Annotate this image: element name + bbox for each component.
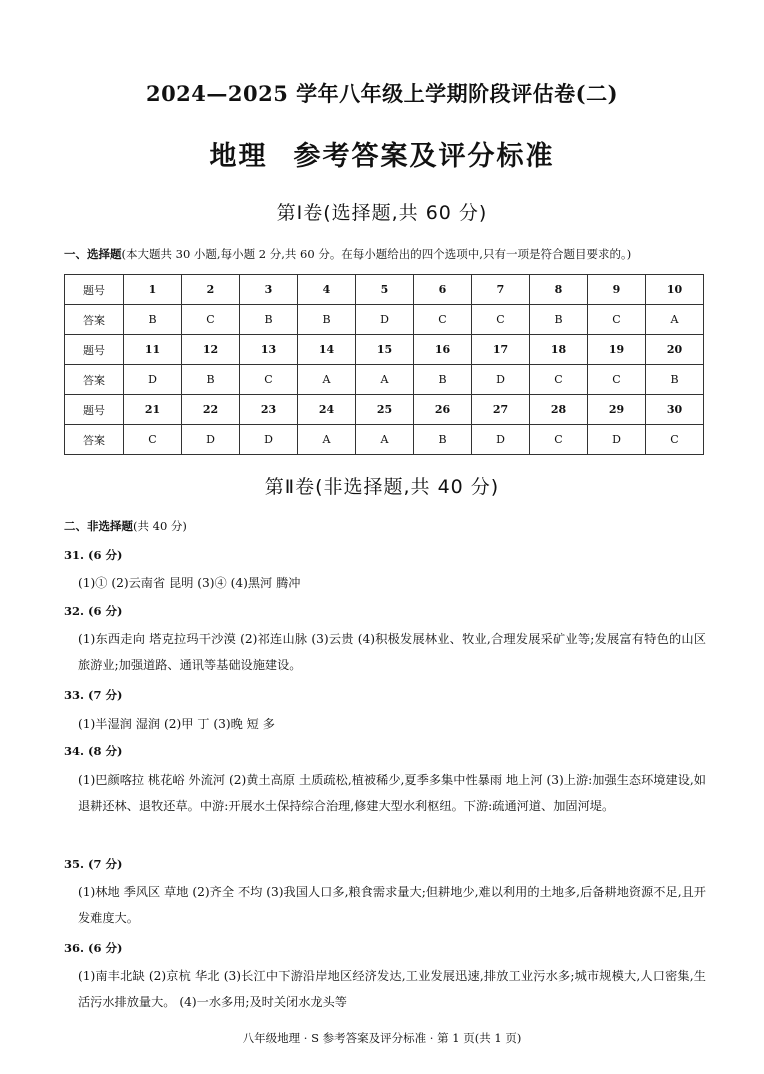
question-number: 13 bbox=[240, 335, 298, 365]
question-answer: (1)巴颜喀拉 桃花峪 外流河 (2)黄土高原 土质疏松,植被稀少,夏季多集中性暴雨 地上河 (3)上游:加强生态环境建设,如退耕还林、退牧还草。中游:开展水土保持综合治理,修建大型水利枢纽。下游:疏通河道、加固河堤。 bbox=[78, 773, 706, 813]
question-number: 26 bbox=[414, 395, 472, 425]
answer-cell: D bbox=[588, 425, 646, 455]
question-answer: (1)东西走向 塔克拉玛干沙漠 (2)祁连山脉 (3)云贵 (4)积极发展林业、牧业,合理发展采矿业等;发展富有特色的山区旅游业;加强道路、通讯等基础设施建设。 bbox=[78, 632, 706, 672]
row-label: 答案 bbox=[65, 365, 124, 395]
row-label: 题号 bbox=[65, 335, 124, 365]
section-note: (共 40 分) bbox=[133, 519, 187, 533]
question-heading: 33. (7 分) bbox=[64, 688, 123, 702]
part2-section-heading bbox=[64, 518, 187, 534]
answer-cell: B bbox=[530, 305, 588, 335]
answer-cell: D bbox=[124, 365, 182, 395]
table-row-answers bbox=[65, 305, 704, 335]
question-number: 27 bbox=[472, 395, 530, 425]
question-number: 10 bbox=[646, 275, 704, 305]
question-number: 6 bbox=[414, 275, 472, 305]
answer-cell: A bbox=[356, 425, 414, 455]
question-number: 29 bbox=[588, 395, 646, 425]
question-number: 2 bbox=[182, 275, 240, 305]
answer-cell: C bbox=[530, 425, 588, 455]
question-number: 5 bbox=[356, 275, 414, 305]
question-number: 22 bbox=[182, 395, 240, 425]
answer-cell: C bbox=[530, 365, 588, 395]
section-note: (本大题共 30 小题,每小题 2 分,共 60 分。在每小题给出的四个选项中,只有一项是符合题目要求的。) bbox=[121, 247, 632, 261]
question-number: 25 bbox=[356, 395, 414, 425]
part1-section-heading bbox=[64, 246, 631, 262]
question-number: 8 bbox=[530, 275, 588, 305]
row-label: 答案 bbox=[65, 305, 124, 335]
question-number: 16 bbox=[414, 335, 472, 365]
question-number: 17 bbox=[472, 335, 530, 365]
section-label: 一、选择题 bbox=[64, 247, 122, 261]
table-row-answers bbox=[65, 425, 704, 455]
question-heading: 32. (6 分) bbox=[64, 604, 123, 618]
answer-cell: D bbox=[240, 425, 298, 455]
answer-cell: C bbox=[472, 305, 530, 335]
question-number: 18 bbox=[530, 335, 588, 365]
answer-cell: B bbox=[298, 305, 356, 335]
question-number: 21 bbox=[124, 395, 182, 425]
section-label: 二、非选择题 bbox=[64, 519, 133, 533]
row-label: 题号 bbox=[65, 395, 124, 425]
row-label: 答案 bbox=[65, 425, 124, 455]
row-label: 题号 bbox=[65, 275, 124, 305]
answer-cell: C bbox=[124, 425, 182, 455]
answer-cell: D bbox=[356, 305, 414, 335]
answer-cell: B bbox=[646, 365, 704, 395]
question-answer: (1)① (2)云南省 昆明 (3)④ (4)黑河 腾冲 bbox=[78, 576, 301, 590]
question-number: 15 bbox=[356, 335, 414, 365]
question-answer: (1)半湿润 湿润 (2)甲 丁 (3)晚 短 多 bbox=[78, 717, 275, 731]
table-row-numbers bbox=[65, 275, 704, 305]
question-number: 14 bbox=[298, 335, 356, 365]
answer-cell: D bbox=[472, 425, 530, 455]
page-footer: 八年级地理 · S 参考答案及评分标准 · 第 1 页(共 1 页) bbox=[242, 1031, 522, 1045]
answer-table bbox=[64, 274, 704, 455]
question-number: 12 bbox=[182, 335, 240, 365]
answer-cell: C bbox=[182, 305, 240, 335]
question-number: 28 bbox=[530, 395, 588, 425]
question-number: 3 bbox=[240, 275, 298, 305]
answer-cell: B bbox=[240, 305, 298, 335]
question-number: 24 bbox=[298, 395, 356, 425]
answer-cell: C bbox=[588, 305, 646, 335]
question-heading: 31. (6 分) bbox=[64, 548, 123, 562]
answer-cell: B bbox=[124, 305, 182, 335]
question-number: 4 bbox=[298, 275, 356, 305]
question-number: 20 bbox=[646, 335, 704, 365]
question-heading: 36. (6 分) bbox=[64, 941, 123, 955]
answer-cell: B bbox=[182, 365, 240, 395]
table-row-numbers bbox=[65, 395, 704, 425]
doc-type: 参考答案及评分标准 bbox=[293, 141, 555, 172]
subject-name: 地理 bbox=[209, 141, 268, 172]
answer-cell: D bbox=[472, 365, 530, 395]
question-answer: (1)南丰北缺 (2)京杭 华北 (3)长江中下游沿岸地区经济发达,工业发展迅速,排放工业污水多;城市规模大,人口密集,生活污水排放量大。 (4)一水多用;及时关闭水龙头等 bbox=[78, 969, 706, 1009]
answer-cell: A bbox=[298, 365, 356, 395]
answer-cell: C bbox=[646, 425, 704, 455]
answer-cell: C bbox=[414, 305, 472, 335]
question-answer: (1)林地 季风区 草地 (2)齐全 不均 (3)我国人口多,粮食需求量大;但耕地少,难以利用的土地多,后备耕地资源不足,且开发难度大。 bbox=[78, 885, 706, 925]
exam-title: 2024—2025 学年八年级上学期阶段评估卷(二) bbox=[145, 81, 619, 106]
question-number: 9 bbox=[588, 275, 646, 305]
question-number: 19 bbox=[588, 335, 646, 365]
document-title bbox=[0, 134, 764, 173]
answer-cell: A bbox=[298, 425, 356, 455]
answer-cell: C bbox=[588, 365, 646, 395]
part2-title: 第Ⅱ卷(非选择题,共 40 分) bbox=[264, 476, 500, 498]
question-heading: 35. (7 分) bbox=[64, 857, 123, 871]
table-row-numbers bbox=[65, 335, 704, 365]
question-number: 30 bbox=[646, 395, 704, 425]
answer-cell: A bbox=[646, 305, 704, 335]
part1-title: 第Ⅰ卷(选择题,共 60 分) bbox=[276, 202, 488, 224]
answer-cell: D bbox=[182, 425, 240, 455]
answer-cell: A bbox=[356, 365, 414, 395]
question-number: 23 bbox=[240, 395, 298, 425]
answer-cell: B bbox=[414, 365, 472, 395]
answer-cell: B bbox=[414, 425, 472, 455]
answer-cell: C bbox=[240, 365, 298, 395]
table-row-answers bbox=[65, 365, 704, 395]
question-number: 11 bbox=[124, 335, 182, 365]
question-number: 7 bbox=[472, 275, 530, 305]
question-heading: 34. (8 分) bbox=[64, 744, 123, 758]
question-number: 1 bbox=[124, 275, 182, 305]
